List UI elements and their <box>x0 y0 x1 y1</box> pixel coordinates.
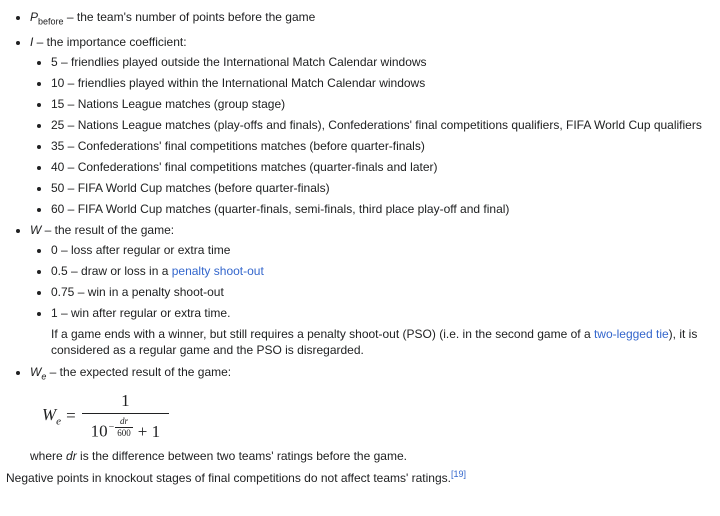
formula-exponent-numerator: dr <box>120 416 129 427</box>
formula-minus-sign: − <box>108 421 115 433</box>
formula-lhs: $W_e$ <box>42 404 62 428</box>
expected-description: – the expected result of the game: <box>46 365 232 380</box>
formula-exponent-fraction <box>115 417 133 438</box>
var-dr: dr <box>66 449 77 464</box>
formula-plus-one: + 1 <box>137 421 161 441</box>
formula-denominator <box>82 413 169 442</box>
importance-item-40: • 40 – Confederations' final competitions matches (quarter-finals and later) <box>51 159 714 175</box>
formula-fraction <box>82 391 169 442</box>
article-content <box>6 9 714 486</box>
importance-item-60: • 60 – FIFA World Cup matches (quarter-finals, semi-finals, third place play-off and final) <box>51 201 714 217</box>
penalty-shootout-link[interactable]: penalty shoot-out <box>171 264 264 279</box>
reference-19-link[interactable]: [19] <box>450 469 466 480</box>
importance-item-35: • 35 – Confederations' final competitions matches (before quarter-finals) <box>51 138 714 154</box>
var-w: W <box>30 223 42 238</box>
list-item-importance <box>30 34 714 217</box>
pso-note-text-end: ), it is considered as a regular game and the PSO is disregarded. <box>51 327 698 358</box>
importance-values-list <box>30 54 714 217</box>
two-legged-tie-link[interactable]: two-legged tie <box>593 327 669 342</box>
result-item-1: • 1 – win after regular or extra time. <box>51 305 714 321</box>
importance-item-10: • 10 – friendlies played within the International Match Calendar windows <box>51 75 714 91</box>
var-we-subscript: e <box>41 371 47 382</box>
importance-item-5: • 5 – friendlies played outside the International Match Calendar windows <box>51 54 714 70</box>
formula-numerator: 1 <box>121 390 130 410</box>
importance-description: – the importance coefficient: <box>33 35 187 50</box>
reference-19 <box>451 469 466 479</box>
result-description: – the result of the game: <box>41 223 175 238</box>
list-item-result <box>30 222 714 358</box>
var-p-subscript: before <box>38 16 64 27</box>
var-p: P <box>30 10 39 24</box>
we-formula <box>42 391 714 442</box>
variables-list <box>6 9 714 464</box>
formula-base: 10 <box>90 421 108 441</box>
pso-note-text-start: If a game ends with a winner, but still requires a penalty shoot-out (PSO) (i.e. in the second game of a <box>51 327 594 342</box>
formula-exponent <box>109 417 133 438</box>
where-text-end: is the difference between two teams' ratings before the game. <box>76 449 407 464</box>
importance-item-50: • 50 – FIFA World Cup matches (before quarter-finals) <box>51 180 714 196</box>
negative-points-paragraph <box>6 470 714 486</box>
negative-points-text: Negative points in knockout stages of final competitions do not affect teams' ratings. <box>6 471 451 486</box>
list-item-p-before <box>30 9 714 29</box>
formula-lhs-subscript: e <box>56 415 62 428</box>
var-i: I <box>30 35 34 50</box>
result-item-0-5-text: 0.5 – draw or loss in a <box>51 264 172 279</box>
formula-equals: = <box>66 406 76 426</box>
importance-item-25: • 25 – Nations League matches (play-offs and finals), Confederations' final competitions qualifiers, FIFA World Cup qualifiers <box>51 117 714 133</box>
pso-note <box>51 326 714 358</box>
list-item-expected <box>30 364 714 464</box>
formula-exponent-denominator: 600 <box>117 428 131 439</box>
importance-item-15: • 15 – Nations League matches (group stage) <box>51 96 714 112</box>
result-item-0-5 <box>51 263 714 279</box>
result-values-list <box>30 242 714 321</box>
result-item-0: • 0 – loss after regular or extra time <box>51 242 714 258</box>
where-text-start: where <box>30 449 67 464</box>
var-we: W <box>30 365 42 380</box>
where-clause <box>30 448 714 464</box>
result-item-0-75: • 0.75 – win in a penalty shoot-out <box>51 284 714 300</box>
p-before-description: – the team's number of points before the game <box>63 10 316 24</box>
